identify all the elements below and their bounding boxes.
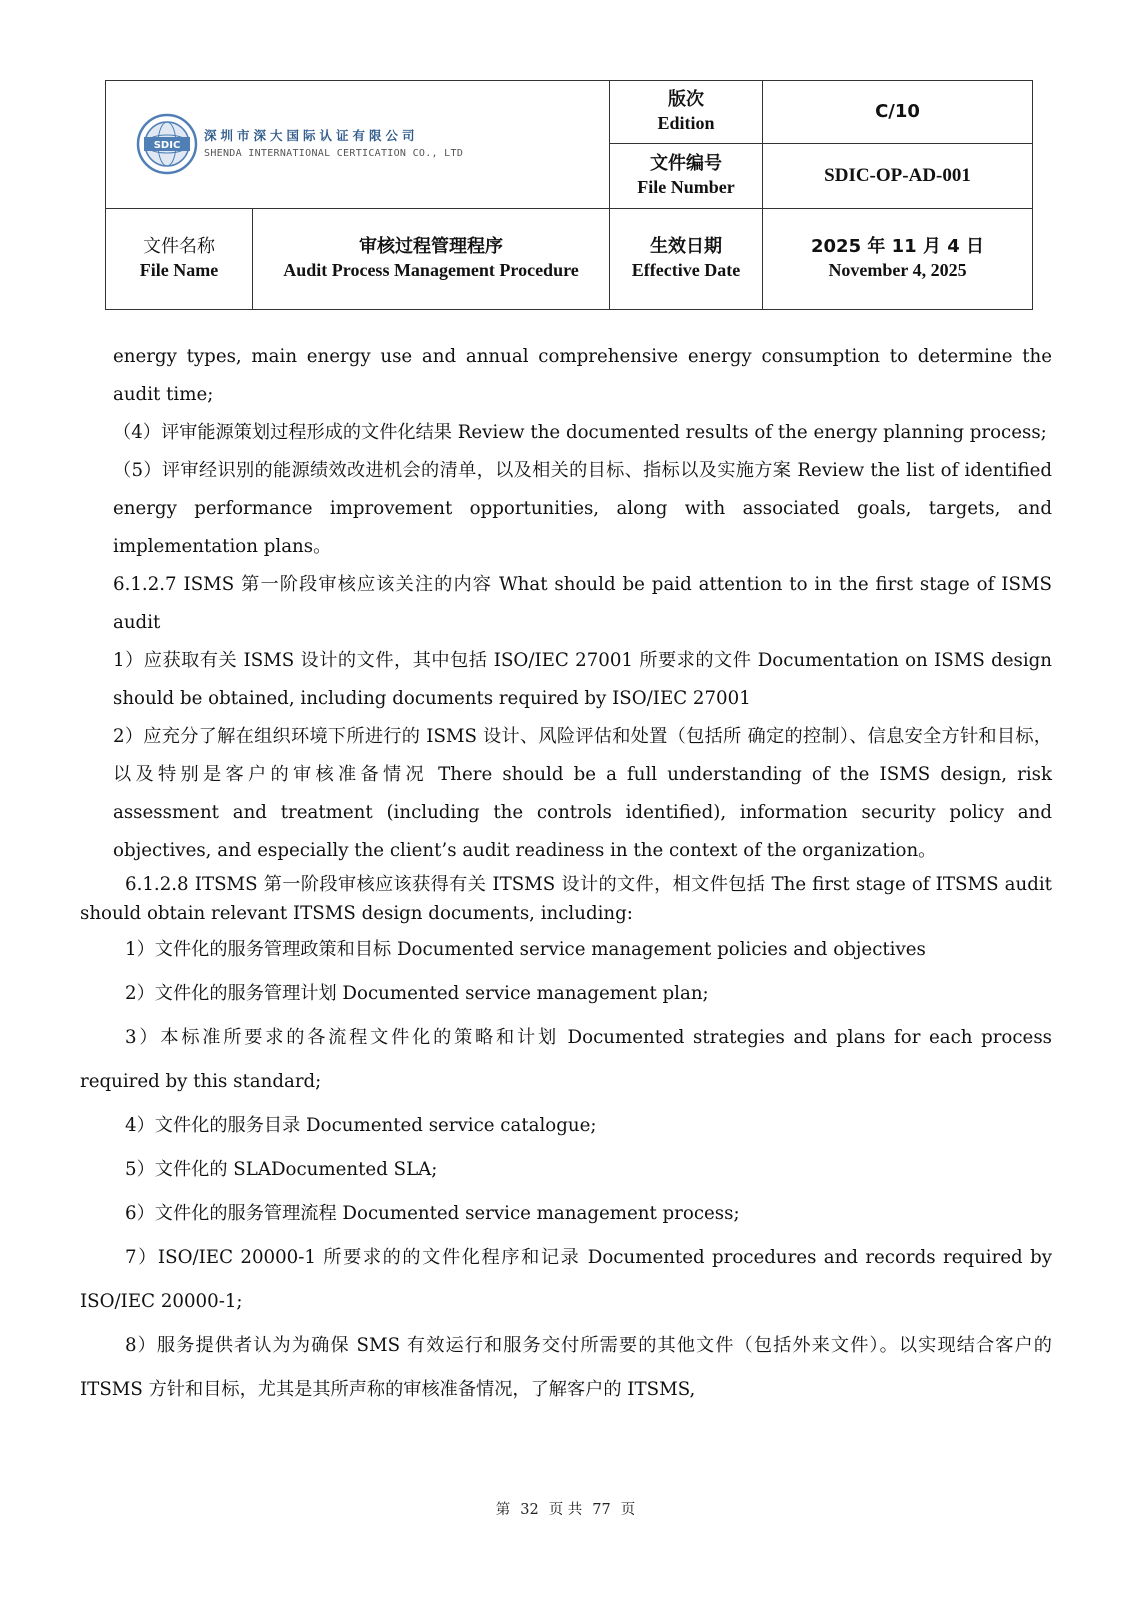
list-item: 2）文件化的服务管理计划 Documented service management plan; (125, 983, 709, 1004)
document-body (80, 338, 1052, 1412)
file-number-value: SDIC-OP-AD-001 (763, 143, 1033, 208)
section-heading: 6.1.2.7 ISMS 第一阶段审核应该关注的内容 What should be paid attention to in the first stage of ISMS audit (113, 574, 1052, 633)
company-logo-icon (136, 113, 198, 175)
company-name-en: SHENDA INTERNATIONAL CERTICATION CO., LTD (204, 147, 464, 159)
list-item: 4）文件化的服务目录 Documented service catalogue; (125, 1115, 597, 1136)
document-header-table (105, 80, 1033, 310)
list-item: 3）本标准所要求的各流程文件化的策略和计划 Documented strategies and plans for each process required by this standard; (80, 1027, 1052, 1092)
effective-date-value: 2025 年 11 月 4 日 November 4, 2025 (763, 208, 1033, 309)
effective-date-label: 生效日期 Effective Date (610, 208, 763, 309)
edition-value: C/10 (763, 81, 1033, 144)
list-item: 5）文件化的 SLADocumented SLA; (125, 1159, 438, 1180)
section-heading: 6.1.2.8 ITSMS 第一阶段审核应该获得有关 ITSMS 设计的文件，相文件包括 The first stage of ITSMS audit should obtain relevant ITSMS design documents, including: (80, 874, 1052, 924)
paragraph: 2）应充分了解在组织环境下所进行的 ISMS 设计、风险评估和处置（包括所 确定的控制）、信息安全方针和目标，以及特别是客户的审核准备情况 There should be a full understanding of the ISMS design, risk assessment and treatment (including the controls identified), information security policy and objectives, and especially the client’s audit readiness in the context of the organization。 (113, 726, 1052, 861)
list-item: 1）文件化的服务管理政策和目标 Documented service management policies and objectives (125, 939, 926, 960)
list-item: 6）文件化的服务管理流程 Documented service management process; (125, 1203, 740, 1224)
company-name-cn: 深圳市深大国际认证有限公司 (204, 128, 419, 144)
file-name-label: 文件名称 File Name (106, 208, 253, 309)
paragraph: （5）评审经识别的能源绩效改进机会的清单，以及相关的目标、指标以及实施方案 Review the list of identified energy performance improvement opportunities, along with associated goals, targets, and implementation plans。 (113, 460, 1052, 557)
company-logo-block (106, 81, 610, 209)
paragraph: energy types, main energy use and annual comprehensive energy consumption to determine the audit time; (113, 346, 1052, 405)
edition-label: 版次 Edition (610, 81, 763, 144)
list-item: 8）服务提供者认为为确保 SMS 有效运行和服务交付所需要的其他文件（包括外来文件）。以实现结合客户的 ITSMS 方针和目标，尤其是其所声称的审核准备情况，了解客户的 ITSMS, (80, 1335, 1052, 1400)
logo-text: SDIC (153, 140, 181, 152)
page-number: 第 32 页 共 77 页 (495, 1502, 636, 1518)
list-item: 7）ISO/IEC 20000-1 所要求的的文件化程序和记录 Documented procedures and records required by ISO/IEC 20000-1; (80, 1247, 1052, 1312)
paragraph: 1）应获取有关 ISMS 设计的文件，其中包括 ISO/IEC 27001 所要求的文件 Documentation on ISMS design should be obtained, including documents required by ISO/IEC 27001 (113, 650, 1052, 709)
paragraph: （4）评审能源策划过程形成的文件化结果 Review the documented results of the energy planning process; (113, 422, 1047, 443)
file-name-value: 审核过程管理程序 Audit Process Management Procedure (253, 208, 610, 309)
file-number-label: 文件编号 File Number (610, 143, 763, 208)
